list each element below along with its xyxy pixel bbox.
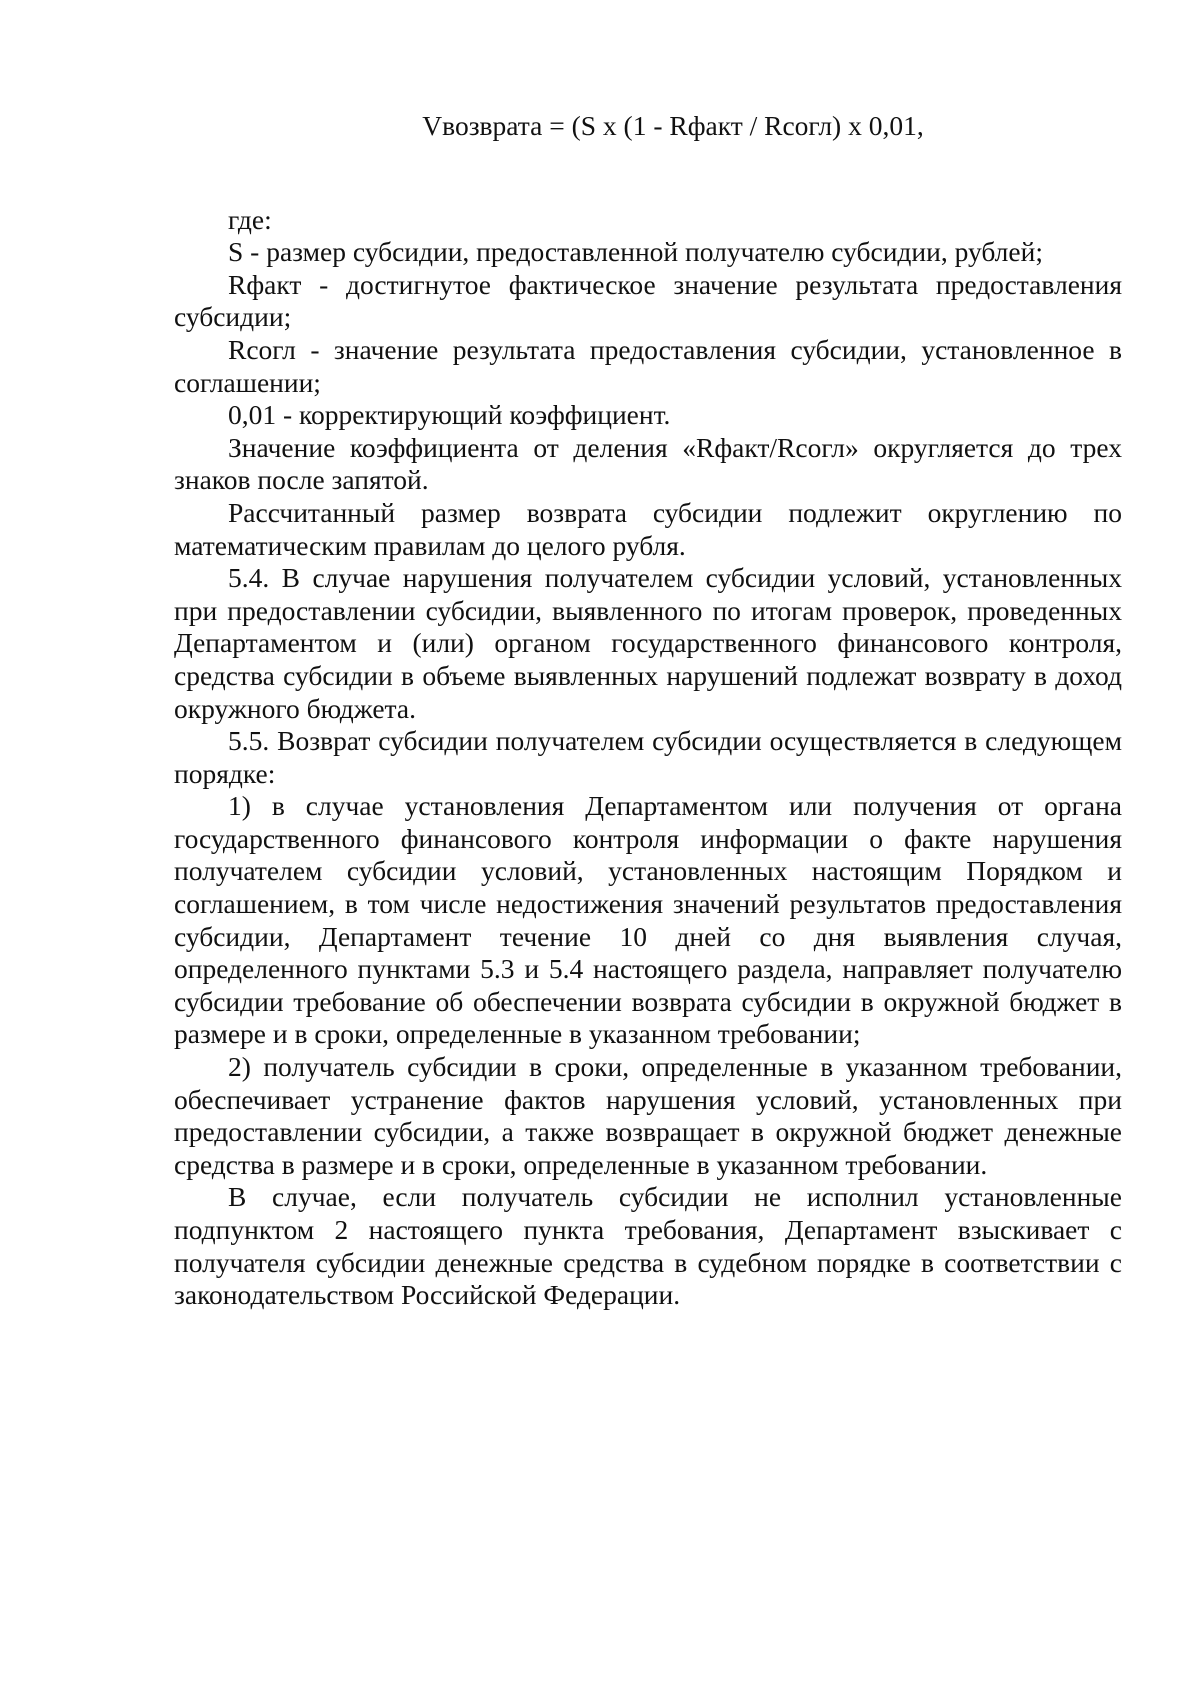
paragraph-rsogl-definition: Rсогл - значение результата предоставления субсидии, установленное в соглашении; bbox=[174, 333, 1122, 398]
paragraph-item-2: 2) получатель субсидии в сроки, определенные в указанном требовании, обеспечивает устранение фактов нарушения условий, установленных при предоставлении субсидии, а также возвращает в окружной бюджет денежные средства в размере и в сроки, определенные в указанном требовании. bbox=[174, 1051, 1122, 1180]
paragraph-where: где: bbox=[228, 203, 272, 235]
paragraph-s-definition: S - размер субсидии, предоставленной получателю субсидии, рублей; bbox=[228, 236, 1043, 268]
paragraph-enforcement: В случае, если получатель субсидии не исполнил установленные подпунктом 2 настоящего пункта требования, Департамент взыскивает с получателя субсидии денежные средства в судебном порядке в соответствии с законодательством Российской Федерации. bbox=[174, 1181, 1122, 1311]
paragraph-rfact-definition: Rфакт - достигнутое фактическое значение результата предоставления субсидии; bbox=[174, 268, 1122, 333]
paragraph-rounding-ratio: Значение коэффициента от деления «Rфакт/Rсогл» округляется до трех знаков после запятой. bbox=[174, 431, 1122, 496]
document-text-body bbox=[174, 110, 1122, 1312]
paragraph-coefficient-definition: 0,01 - корректирующий коэффициент. bbox=[228, 399, 671, 431]
paragraph-rounding-amount: Рассчитанный размер возврата субсидии подлежит округлению по математическим правилам до целого рубля. bbox=[174, 496, 1122, 561]
paragraph-section-5-5: 5.5. Возврат субсидии получателем субсидии осуществляется в следующем порядке: bbox=[174, 725, 1122, 789]
paragraph-section-5-4: 5.4. В случае нарушения получателем субсидии условий, установленных при предоставлении субсидии, выявленного по итогам проверок, проведенных Департаментом и (или) органом государственного финансового контроля, средства субсидии в объеме выявленных нарушений подлежат возврату в доход окружного бюджета. bbox=[174, 562, 1122, 724]
return-formula: Vвозврата = (S x (1 - Rфакт / Rсогл) x 0,01, bbox=[422, 110, 924, 141]
formula-spacer bbox=[174, 143, 1122, 204]
paragraph-item-1: 1) в случае установления Департаментом или получения от органа государственного финансового контроля информации о факте нарушения получателем субсидии условий, установленных настоящим Порядком и соглашением, в том числе недостижения значений результатов предоставления субсидии, Департамент течение 10 дней со дня выявления случая, определенного пунктами 5.3 и 5.4 настоящего раздела, направляет получателю субсидии требование об обеспечении возврата субсидии в окружной бюджет в размере и в сроки, определенные в указанном требовании; bbox=[174, 790, 1122, 1050]
